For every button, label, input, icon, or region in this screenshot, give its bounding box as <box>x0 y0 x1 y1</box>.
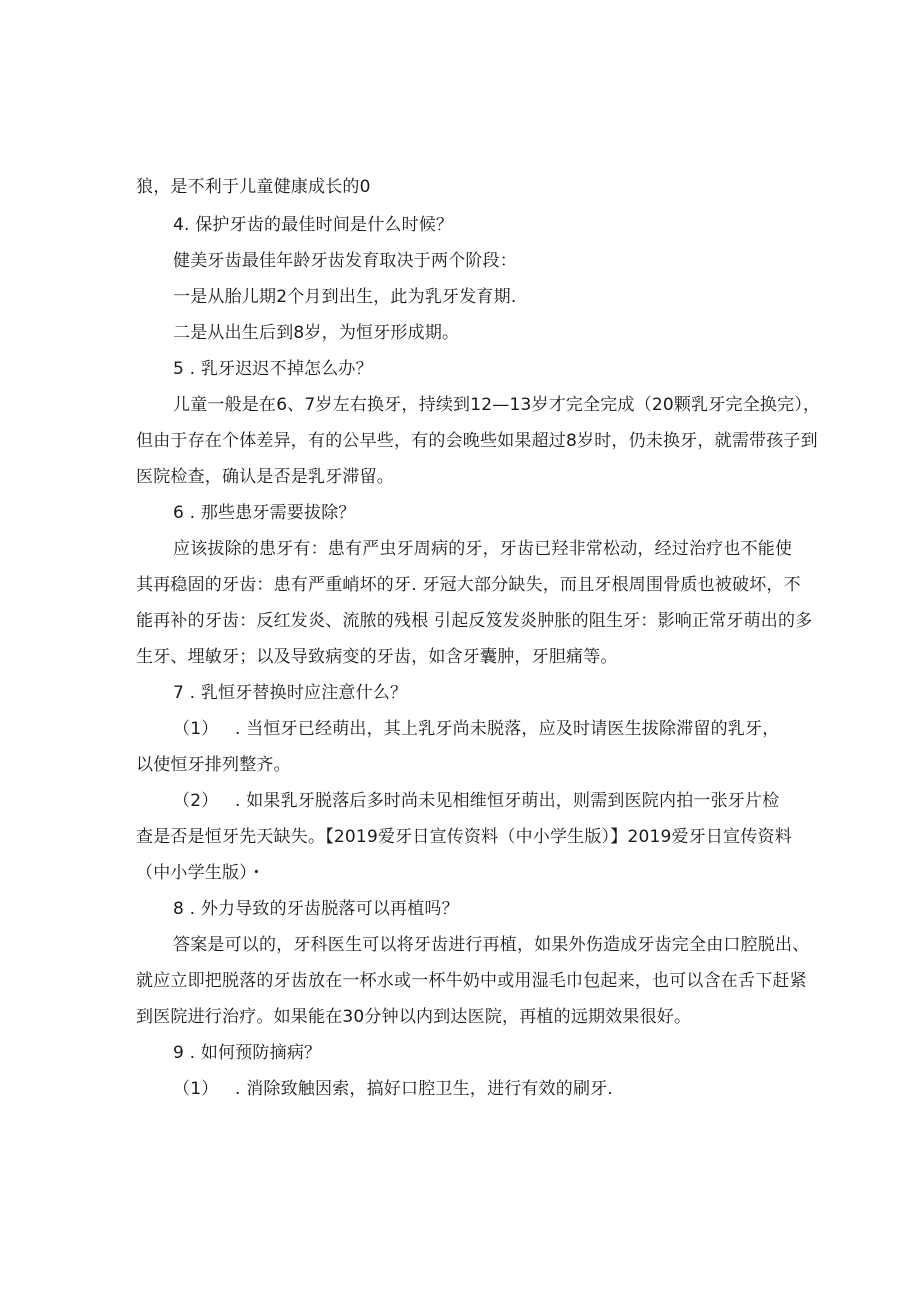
paragraph-line: 以使恒牙排列整齐。 <box>136 755 291 775</box>
paragraph-line: 二是从出生后到8岁，为恒牙形成期。 <box>173 323 460 343</box>
paragraph-line: 其再稳固的牙齿：患有严重峭坏的牙. 牙冠大部分缺失，而且牙根周围骨质也被破坏，不 <box>136 575 801 595</box>
paragraph-line: 健美牙齿最佳年龄牙齿发育取决于两个阶段： <box>173 251 517 271</box>
list-item-number: （1） <box>173 1079 219 1099</box>
section-heading-7: 7 . 乳恒牙替换时应注意什么？ <box>173 683 408 703</box>
section-heading-9: 9 . 如何预防摘病？ <box>173 1043 322 1063</box>
section-heading-5: 5 . 乳牙迟迟不掉怎么办？ <box>173 359 373 379</box>
paragraph-line: 能再补的牙齿：反红发炎、流脓的残根 引起反笈发炎肿胀的阻生牙：影响正常牙萌出的多 <box>136 611 813 631</box>
paragraph-line: 一是从胎儿期2个月到出生，此为乳牙发育期. <box>173 287 517 307</box>
list-item-text: . 消除致触因索，搞好口腔卫生，进行有效的刷牙. <box>235 1079 614 1099</box>
paragraph-line: 就应立即把脱落的牙齿放在一杯水或一杯牛奶中或用湿毛巾包起来，也可以含在舌下赶紧 <box>136 971 807 991</box>
section-heading-4: 4. 保护牙齿的最佳时间是什么时候？ <box>173 215 454 235</box>
paragraph-line: 答案是可以的，牙科医生可以将牙齿进行再植，如果外伤造成牙齿完全由口腔脱出、 <box>173 935 810 955</box>
list-item <box>173 718 779 740</box>
list-item-number: （1） <box>173 719 219 739</box>
section-heading-8: 8 . 外力导致的牙齿脱落可以再植吗？ <box>173 899 459 919</box>
paragraph-line: 查是否是恒牙先天缺失。【2019爱牙日宣传资料（中小学生版）】2019爱牙日宣传资料 <box>136 827 792 847</box>
list-item <box>173 790 779 812</box>
list-item <box>173 1078 613 1100</box>
paragraph-line: 但由于存在个体差异，有的公早些，有的会晚些如果超过8岁时，仍未换牙，就需带孩子到 <box>136 431 818 451</box>
paragraph-line: （中小学生版）・ <box>136 863 266 883</box>
paragraph-line: 狼，是不利于儿童健康成长的0 <box>136 177 371 197</box>
list-item-number: （2） <box>173 791 219 811</box>
paragraph-line: 应该拔除的患牙有：患有严虫牙周病的牙，牙齿已羟非常松动，经过治疗也不能使 <box>173 539 793 559</box>
paragraph-line: 到医院进行治疗。如果能在30分钟以内到达医院，再植的远期效果很好。 <box>136 1007 692 1027</box>
paragraph-line: 医院检查，确认是否是乳牙滞留。 <box>136 467 394 487</box>
list-item-text: . 当恒牙已经萌出，其上乳牙尚未脱落，应及时请医生拔除滞留的乳牙， <box>235 719 780 739</box>
paragraph-line: 儿童一般是在6、7岁左右换牙，持续到12—13岁才完全完成（20颗乳牙完全换完）， <box>173 395 821 415</box>
section-heading-6: 6 . 那些患牙需要拔除？ <box>173 503 356 523</box>
paragraph-line: 生牙、埋敏牙；以及导致病变的牙齿，如含牙囊肿，牙胆痛等。 <box>136 647 618 667</box>
list-item-text: . 如果乳牙脱落后多时尚未见相维恒牙萌出，则需到医院内拍一张牙片检 <box>235 791 780 811</box>
